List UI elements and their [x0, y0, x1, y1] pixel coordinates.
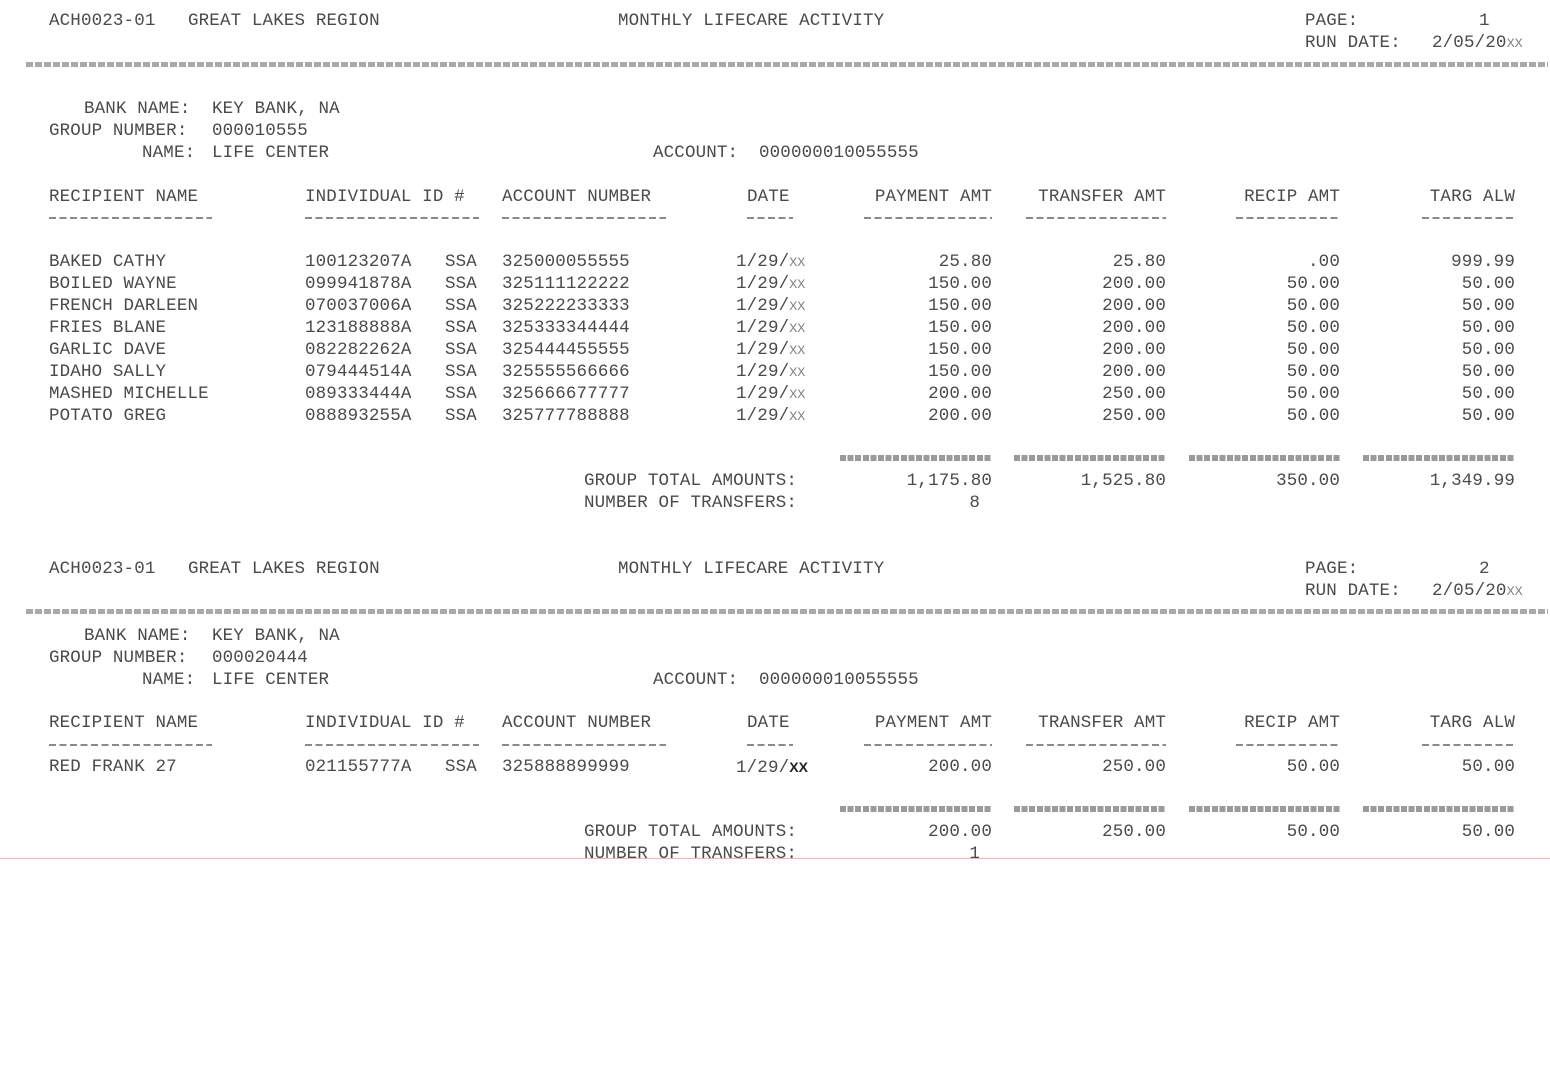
account-number: 325444455555	[502, 340, 630, 360]
col-underline	[1422, 744, 1515, 746]
account-number: 325222233333	[502, 296, 630, 316]
date: 1/29/XX	[736, 362, 806, 382]
transfer-amt: 250.00	[1102, 406, 1166, 426]
date: 1/29/XX	[736, 384, 806, 404]
region-name: GREAT LAKES REGION	[188, 11, 380, 31]
id-type: SSA	[445, 252, 477, 272]
col-underline	[49, 744, 212, 746]
run-date-label: RUN DATE:	[1305, 33, 1401, 53]
id-type: SSA	[445, 296, 477, 316]
recip-amt: 50.00	[1286, 340, 1340, 360]
group-name-label: NAME:	[142, 143, 196, 163]
recipient-name: BAKED CATHY	[49, 252, 167, 272]
recip-amt: 50.00	[1286, 296, 1340, 316]
recipient-name: IDAHO SALLY	[49, 362, 167, 382]
col-account-number: ACCOUNT NUMBER	[502, 713, 652, 733]
payment-amt: 150.00	[928, 362, 992, 382]
payment-amt: 150.00	[928, 274, 992, 294]
recip-amt: 50.00	[1286, 318, 1340, 338]
bank-name-label: BANK NAME:	[84, 626, 191, 646]
recipient-name: BOILED WAYNE	[49, 274, 177, 294]
transfer-amt: 250.00	[1102, 384, 1166, 404]
individual-id: 123188888A	[305, 318, 412, 338]
total-payment-amt: 1,175.80	[906, 471, 992, 491]
col-individual-id: INDIVIDUAL ID #	[305, 187, 465, 207]
individual-id: 082282262A	[305, 340, 412, 360]
col-recipient-name: RECIPIENT NAME	[49, 713, 199, 733]
col-underline	[305, 744, 479, 746]
transfer-amt: 250.00	[1102, 757, 1166, 777]
transfer-amt: 200.00	[1102, 274, 1166, 294]
account-number: 325888899999	[502, 757, 630, 777]
page-number: 2	[1479, 559, 1490, 579]
transfer-amt: 200.00	[1102, 340, 1166, 360]
date: 1/29/XX	[736, 340, 806, 360]
transfer-amt: 200.00	[1102, 362, 1166, 382]
page-label: PAGE:	[1305, 559, 1359, 579]
header-separator	[26, 609, 1548, 614]
date: 1/29/XX	[736, 406, 806, 426]
total-rule	[1014, 806, 1166, 812]
total-recip-amt: 350.00	[1276, 471, 1340, 491]
recipient-name: RED FRANK 27	[49, 757, 177, 777]
run-date: 2/05/20XX	[1432, 581, 1523, 601]
account-value: 000000010055555	[759, 143, 919, 163]
targ-alw: 50.00	[1461, 362, 1515, 382]
page-number: 1	[1479, 11, 1490, 31]
account-number: 325333344444	[502, 318, 630, 338]
col-underline	[1026, 217, 1166, 219]
id-type: SSA	[445, 757, 477, 777]
payment-amt: 200.00	[928, 757, 992, 777]
date: 1/29/XX	[736, 252, 806, 272]
individual-id: 099941878A	[305, 274, 412, 294]
account-number: 325000055555	[502, 252, 630, 272]
id-type: SSA	[445, 340, 477, 360]
total-rule	[1363, 455, 1515, 461]
payment-amt: 200.00	[928, 406, 992, 426]
bank-name-label: BANK NAME:	[84, 99, 191, 119]
payment-amt: 150.00	[928, 296, 992, 316]
date: 1/29/XX	[736, 296, 806, 316]
account-value: 000000010055555	[759, 670, 919, 690]
col-underline	[1236, 744, 1340, 746]
transfers-count: 8	[969, 493, 980, 513]
transfers-count: 1	[969, 844, 980, 858]
group-name: LIFE CENTER	[212, 143, 330, 163]
payment-amt: 150.00	[928, 318, 992, 338]
transfers-count-label: NUMBER OF TRANSFERS:	[584, 493, 798, 513]
individual-id: 088893255A	[305, 406, 412, 426]
group-name: LIFE CENTER	[212, 670, 330, 690]
targ-alw: 50.00	[1461, 406, 1515, 426]
individual-id: 100123207A	[305, 252, 412, 272]
payment-amt: 150.00	[928, 340, 992, 360]
col-underline	[864, 217, 992, 219]
recip-amt: 50.00	[1286, 757, 1340, 777]
col-account-number: ACCOUNT NUMBER	[502, 187, 652, 207]
account-number: 325777788888	[502, 406, 630, 426]
recip-amt: 50.00	[1286, 406, 1340, 426]
total-rule	[1363, 806, 1515, 812]
group-total-label: GROUP TOTAL AMOUNTS:	[584, 822, 798, 842]
date: 1/29/XX	[736, 758, 808, 778]
total-rule	[1189, 806, 1341, 812]
col-underline	[864, 744, 992, 746]
recipient-name: FRIES BLANE	[49, 318, 167, 338]
transfer-amt: 200.00	[1102, 296, 1166, 316]
account-number: 325111122222	[502, 274, 630, 294]
col-transfer-amt: TRANSFER AMT	[1038, 713, 1166, 733]
account-number: 325555566666	[502, 362, 630, 382]
group-total-label: GROUP TOTAL AMOUNTS:	[584, 471, 798, 491]
total-transfer-amt: 250.00	[1102, 822, 1166, 842]
recipient-name: MASHED MICHELLE	[49, 384, 209, 404]
col-targ-alw: TARG ALW	[1429, 187, 1515, 207]
recipient-name: FRENCH DARLEEN	[49, 296, 199, 316]
individual-id: 021155777A	[305, 757, 412, 777]
col-recip-amt: RECIP AMT	[1244, 713, 1340, 733]
targ-alw: 999.99	[1451, 252, 1515, 272]
group-name-label: NAME:	[142, 670, 196, 690]
targ-alw: 50.00	[1461, 384, 1515, 404]
recip-amt: 50.00	[1286, 274, 1340, 294]
recip-amt: 50.00	[1286, 362, 1340, 382]
total-targ-alw: 1,349.99	[1429, 471, 1515, 491]
col-underline	[49, 217, 212, 219]
bank-name: KEY BANK, NA	[212, 626, 340, 646]
group-number-label: GROUP NUMBER:	[49, 121, 188, 141]
col-payment-amt: PAYMENT AMT	[874, 187, 992, 207]
targ-alw: 50.00	[1461, 296, 1515, 316]
id-type: SSA	[445, 318, 477, 338]
run-date-label: RUN DATE:	[1305, 581, 1401, 601]
col-transfer-amt: TRANSFER AMT	[1038, 187, 1166, 207]
run-date: 2/05/20XX	[1432, 33, 1523, 53]
total-rule	[1014, 455, 1166, 461]
date: 1/29/XX	[736, 318, 806, 338]
page-label: PAGE:	[1305, 11, 1359, 31]
transfer-amt: 25.80	[1112, 252, 1166, 272]
targ-alw: 50.00	[1461, 340, 1515, 360]
col-underline	[1422, 217, 1515, 219]
total-payment-amt: 200.00	[928, 822, 992, 842]
account-label: ACCOUNT:	[653, 670, 739, 690]
col-underline	[502, 217, 666, 219]
individual-id: 079444514A	[305, 362, 412, 382]
page-cut-line	[0, 858, 1550, 859]
col-recip-amt: RECIP AMT	[1244, 187, 1340, 207]
date: 1/29/XX	[736, 274, 806, 294]
report-id: ACH0023-01	[49, 559, 156, 579]
col-payment-amt: PAYMENT AMT	[874, 713, 992, 733]
report-id: ACH0023-01	[49, 11, 156, 31]
recipient-name: POTATO GREG	[49, 406, 167, 426]
col-underline	[1026, 744, 1166, 746]
total-targ-alw: 50.00	[1461, 822, 1515, 842]
account-number: 325666677777	[502, 384, 630, 404]
region-name: GREAT LAKES REGION	[188, 559, 380, 579]
recipient-name: GARLIC DAVE	[49, 340, 167, 360]
total-rule	[1189, 455, 1341, 461]
transfers-count-label: NUMBER OF TRANSFERS:	[584, 844, 798, 858]
report-title: MONTHLY LIFECARE ACTIVITY	[618, 11, 885, 31]
col-underline	[305, 217, 479, 219]
id-type: SSA	[445, 406, 477, 426]
total-rule	[840, 806, 992, 812]
id-type: SSA	[445, 274, 477, 294]
col-targ-alw: TARG ALW	[1429, 713, 1515, 733]
recip-amt: 50.00	[1286, 384, 1340, 404]
group-number: 000010555	[212, 121, 308, 141]
col-underline	[502, 744, 666, 746]
col-underline	[747, 744, 793, 746]
bank-name: KEY BANK, NA	[212, 99, 340, 119]
col-underline	[1236, 217, 1340, 219]
col-recipient-name: RECIPIENT NAME	[49, 187, 199, 207]
col-date: DATE	[747, 187, 790, 207]
account-label: ACCOUNT:	[653, 143, 739, 163]
recip-amt: .00	[1308, 252, 1340, 272]
col-individual-id: INDIVIDUAL ID #	[305, 713, 465, 733]
id-type: SSA	[445, 384, 477, 404]
payment-amt: 200.00	[928, 384, 992, 404]
total-recip-amt: 50.00	[1286, 822, 1340, 842]
individual-id: 089333444A	[305, 384, 412, 404]
total-rule	[840, 455, 992, 461]
group-number-label: GROUP NUMBER:	[49, 648, 188, 668]
individual-id: 070037006A	[305, 296, 412, 316]
targ-alw: 50.00	[1461, 274, 1515, 294]
transfer-amt: 200.00	[1102, 318, 1166, 338]
col-underline	[747, 217, 793, 219]
id-type: SSA	[445, 362, 477, 382]
group-number: 000020444	[212, 648, 308, 668]
payment-amt: 25.80	[938, 252, 992, 272]
col-date: DATE	[747, 713, 790, 733]
targ-alw: 50.00	[1461, 757, 1515, 777]
targ-alw: 50.00	[1461, 318, 1515, 338]
total-transfer-amt: 1,525.80	[1080, 471, 1166, 491]
report-title: MONTHLY LIFECARE ACTIVITY	[618, 559, 885, 579]
header-separator	[26, 62, 1548, 67]
